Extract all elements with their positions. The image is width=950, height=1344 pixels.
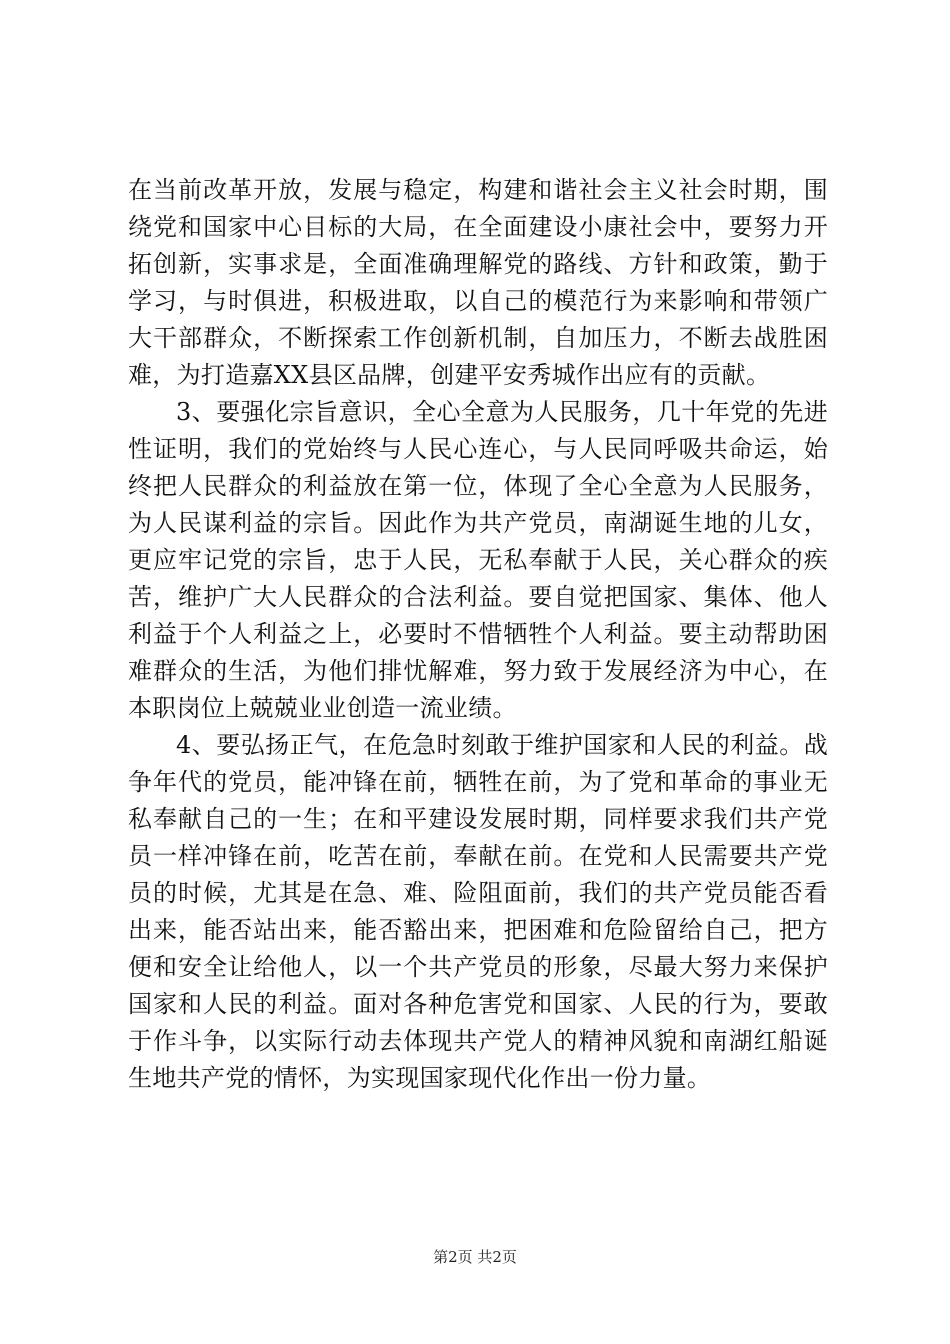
- paragraph-point-3: 3、要强化宗旨意识，全心全意为人民服务，几十年党的先进性证明，我们的党始终与人民心连心，与人民同呼吸共命运，始终把人民群众的利益放在第一位，体现了全心全意为人民服务，为人民谋利益的宗旨。因此作为共产党员，南湖诞生地的儿女，更应牢记党的宗旨，忠于人民，无私奉献于人民，关心群众的疾苦，维护广大人民群众的合法利益。要自觉把国家、集体、他人利益于个人利益之上，必要时不惜牺牲个人利益。要主动帮助困难群众的生活，为他们排忧解难，努力致于发展经济为中心，在本职岗位上兢兢业业创造一流业绩。: [128, 398, 828, 722]
- page-number-footer: 第2页 共2页: [433, 1248, 517, 1266]
- paragraph-point-4: 4、要弘扬正气，在危急时刻敢于维护国家和人民的利益。战争年代的党员，能冲锋在前，牺牲在前，为了党和革命的事业无私奉献自己的一生；在和平建设发展时期，同样要求我们共产党员一样冲锋在前，吃苦在前，奉献在前。在党和人民需要共产党员的时候，尤其是在急、难、险阻面前，我们的共产党员能否看出来，能否站出来，能否豁出来，把困难和危险留给自己，把方便和安全让给他人，以一个共产党员的形象，尽最大努力来保护国家和人民的利益。面对各种危害党和国家、人民的行为，要敢于作斗争，以实际行动去体现共产党人的精神风貌和南湖红船诞生地共产党的情怀，为实现国家现代化作出一份力量。: [128, 731, 828, 1092]
- paragraph-intro-continuation: 在当前改革开放，发展与稳定，构建和谐社会主义社会时期，围绕党和国家中心目标的大局，在全面建设小康社会中，要努力开拓创新，实事求是，全面准确理解党的路线、方针和政策，勤于学习，与时俱进，积极进取，以自己的模范行为来影响和带领广大干部群众，不断探索工作创新机制，自加压力，不断去战胜困难，为打造嘉XX县区品牌，创建平安秀城作出应有的贡献。: [128, 176, 828, 389]
- document-body: [128, 172, 828, 1097]
